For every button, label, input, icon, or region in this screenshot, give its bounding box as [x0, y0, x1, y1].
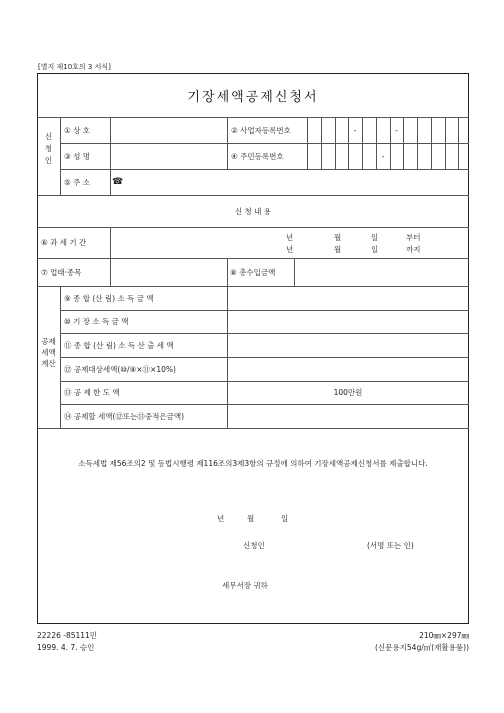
calc-row-label: ⑩ 기 장 소 득 금 액	[64, 317, 129, 326]
business-type-field[interactable]	[111, 259, 226, 285]
form-title: 기장세액공제신청서	[187, 89, 319, 105]
total-revenue-label: ⑧ 총수입금액	[230, 267, 276, 277]
approval-date: 1999. 4. 7. 승인	[37, 643, 95, 652]
resident-reg-hyphen: -	[381, 151, 385, 161]
biz-reg-number-label: ② 사업자등록번호	[231, 125, 291, 135]
paper-size: 210㎜×297㎜	[419, 631, 469, 640]
tax-period-to-day: 일	[371, 245, 379, 254]
calc-row-value: 100만원	[333, 388, 363, 397]
form-code: 22226 -85111민	[37, 631, 98, 640]
tax-period-from-day: 일	[371, 233, 379, 242]
form-reference: [별지 제10호의 3 서식]	[38, 63, 111, 71]
tax-period-to-month: 월	[334, 245, 342, 254]
applicant-signature-label: 신청인	[243, 541, 265, 550]
signature-note: (서명 또는 인)	[367, 541, 414, 550]
request-details-header: 신 청 내 용	[234, 206, 272, 216]
tax-period-to-suffix: 까지	[406, 245, 421, 254]
total-revenue-field[interactable]	[295, 259, 468, 285]
tax-credit-calc-label: 공제 세액 계산	[41, 337, 56, 368]
biz-reg-hyphen-2: -	[395, 125, 398, 135]
biz-reg-hyphen-1: -	[353, 125, 357, 135]
tax-period-from-suffix: 부터	[406, 233, 421, 242]
calc-row-value[interactable]	[228, 358, 468, 380]
address-label: ⑤ 주 소	[64, 177, 90, 187]
addressee: 세무서장 귀하	[222, 581, 268, 590]
paper-spec: (신문용지54g/㎡(재활용품))	[375, 643, 469, 652]
address-field[interactable]	[126, 170, 468, 194]
representative-name-label: ③ 성 명	[64, 151, 90, 161]
business-name-field[interactable]	[111, 118, 226, 142]
biz-reg-number-field[interactable]	[308, 118, 468, 142]
calc-row-label: ⑫ 공제대상세액(⑩/⑨×⑪×10%)	[64, 364, 176, 374]
calc-row-value[interactable]	[228, 334, 468, 356]
date-month: 월	[247, 514, 255, 523]
calc-row-label: ⑭ 공제할 세액(⑫또는⑬중적은금액)	[64, 411, 185, 421]
date-day: 일	[281, 514, 289, 523]
phone-icon: ☎	[112, 177, 124, 187]
applicant-section-label: 신 청 인	[44, 132, 53, 165]
submission-statement: 소득세법 제56조의2 및 동법시행령 제116조의3제3항의 규정에 의하여 기장세액공제신청서를 제출합니다.	[78, 458, 428, 468]
business-name-label: ① 상 호	[64, 125, 90, 135]
business-type-label: ⑦ 업태·종목	[41, 267, 82, 277]
calc-row-label: ⑨ 종 합 (산 림) 소 득 금 액	[64, 293, 154, 303]
calc-row-value[interactable]	[228, 287, 468, 309]
resident-reg-number-label: ④ 주민등록번호	[231, 151, 284, 161]
date-year: 년	[217, 514, 225, 523]
tax-period-label: ⑥ 과 세 기 간	[41, 238, 87, 247]
calc-row-value[interactable]	[228, 405, 468, 427]
calc-row-value[interactable]	[228, 311, 468, 332]
tax-period-to-year: 년	[286, 245, 294, 254]
tax-period-from-year: 년	[286, 233, 294, 242]
tax-period-from-month: 월	[334, 233, 342, 242]
representative-name-field[interactable]	[111, 144, 226, 168]
calc-row-label: ⑬ 공 제 한 도 액	[64, 388, 120, 397]
calc-row-label: ⑪ 종 합 (산 림) 소 득 산 출 세 액	[64, 340, 174, 350]
